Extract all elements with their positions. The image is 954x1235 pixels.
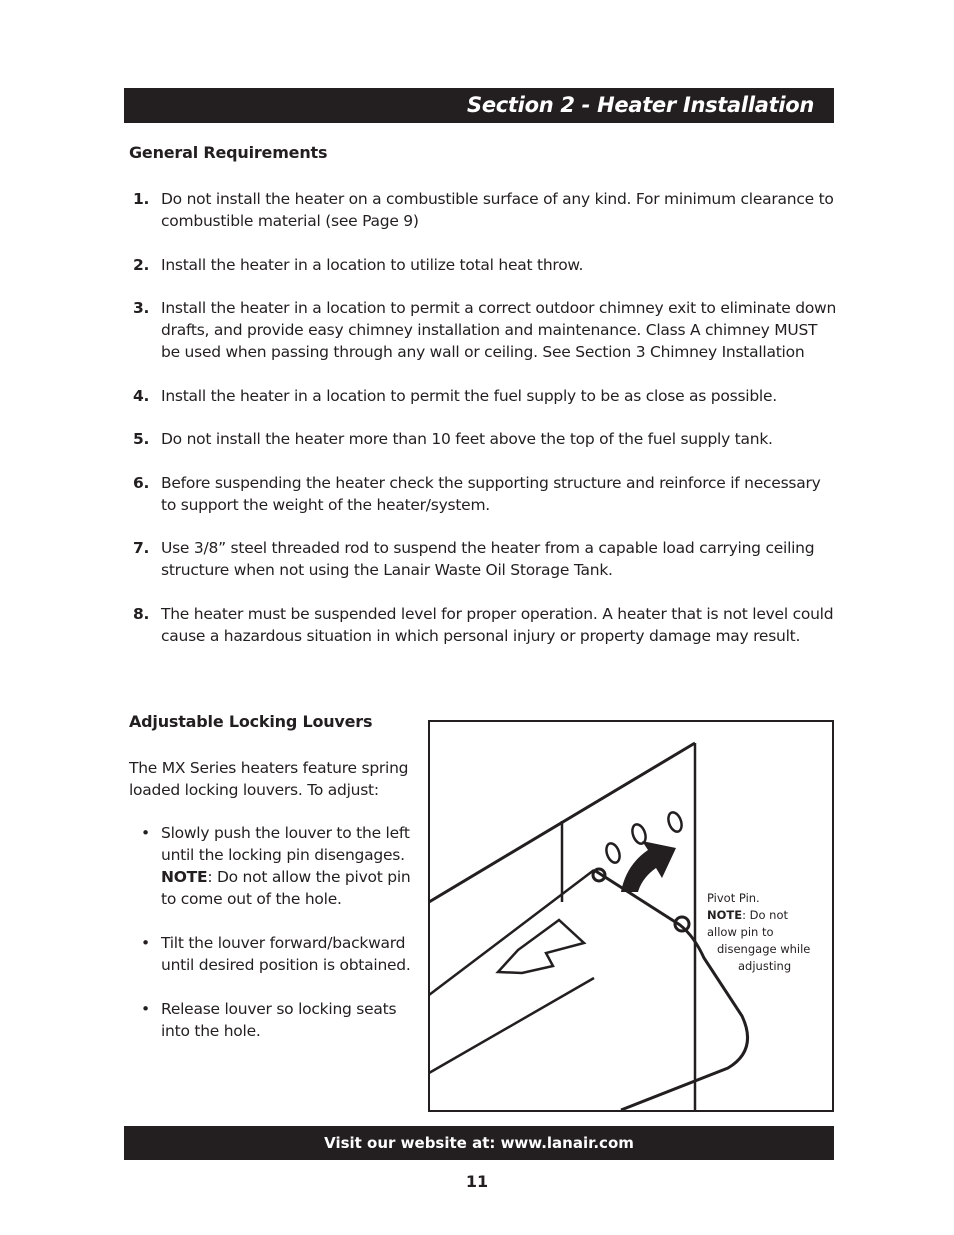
caption-line: Pivot Pin.	[707, 891, 760, 905]
adjustable-louvers-heading: Adjustable Locking Louvers	[129, 712, 373, 731]
section-header-bar	[124, 88, 834, 123]
bullet-icon: •	[141, 1000, 150, 1018]
bullet-icon: •	[141, 934, 150, 952]
item-text: Install the heater in a location to permit a correct outdoor chimney exit to eliminate down drafts, and provide easy chimney installation and maintenance. Class A chimney MUST be used when passing through any wall or ceiling. See Section 3 Chimney Installation	[161, 299, 837, 361]
item-number: 4.	[133, 386, 150, 405]
page-number: 11	[465, 1172, 489, 1191]
list-item	[124, 428, 838, 450]
figure-caption	[707, 890, 827, 975]
item-text: Do not install the heater more than 10 feet above the top of the fuel supply tank.	[161, 430, 773, 448]
louver-steps-list	[129, 822, 421, 1064]
item-number: 3.	[133, 299, 150, 317]
caption-line: adjusting	[738, 959, 792, 973]
item-number: 6.	[133, 473, 150, 492]
note-text: : Do not allow the pivot pin to come out of the hole.	[161, 868, 411, 908]
section-title: Section 2 - Heater Installation	[467, 93, 814, 117]
list-item	[129, 932, 421, 976]
list-item	[124, 472, 838, 516]
list-item	[124, 385, 838, 407]
list-item	[129, 998, 421, 1042]
note-label: NOTE	[707, 908, 743, 922]
caption-text: : Do not	[742, 908, 789, 922]
general-requirements-heading: General Requirements	[129, 143, 328, 162]
item-text: Do not install the heater on a combustible surface of any kind. For minimum clearance to combustible material (see Page 9)	[161, 190, 834, 230]
footer-bar	[124, 1126, 834, 1160]
step-text: Release louver so locking seats into the hole.	[161, 1000, 397, 1040]
item-number: 8.	[133, 604, 150, 623]
list-item	[124, 603, 838, 647]
item-text: The heater must be suspended level for proper operation. A heater that is not level could cause a hazardous situation in which personal injury or property damage may result.	[161, 604, 834, 645]
item-text: Use 3/8” steel threaded rod to suspend the heater from a capable load carrying ceiling structure when not using the Lanair Waste Oil Storage Tank.	[161, 539, 815, 579]
website-link[interactable]: Visit our website at: www.lanair.com	[324, 1134, 634, 1152]
item-text: Install the heater in a location to permit the fuel supply to be as close as possible.	[161, 386, 777, 405]
item-number: 5.	[133, 430, 150, 448]
step-text: Slowly push the louver to the left until the locking pin disengages.	[161, 824, 410, 864]
note-label: NOTE	[161, 868, 208, 886]
caption-line: allow pin to	[707, 925, 774, 939]
bullet-icon: •	[141, 824, 150, 842]
item-number: 2.	[133, 255, 150, 274]
list-item	[129, 822, 421, 910]
item-text: Install the heater in a location to utilize total heat throw.	[161, 255, 584, 274]
louvers-intro: The MX Series heaters feature spring loaded locking louvers. To adjust:	[129, 759, 409, 799]
list-item	[124, 297, 838, 363]
item-text: Before suspending the heater check the supporting structure and reinforce if necessary to support the weight of the heater/system.	[161, 473, 821, 514]
caption-line: disengage while	[717, 942, 811, 956]
item-number: 7.	[133, 539, 150, 557]
list-item	[124, 188, 838, 232]
item-number: 1.	[133, 190, 150, 208]
list-item	[124, 254, 838, 276]
caption-note-line	[707, 907, 827, 924]
list-item	[124, 537, 838, 581]
requirements-list	[124, 188, 838, 668]
step-text: Tilt the louver forward/backward until desired position is obtained.	[161, 934, 411, 974]
